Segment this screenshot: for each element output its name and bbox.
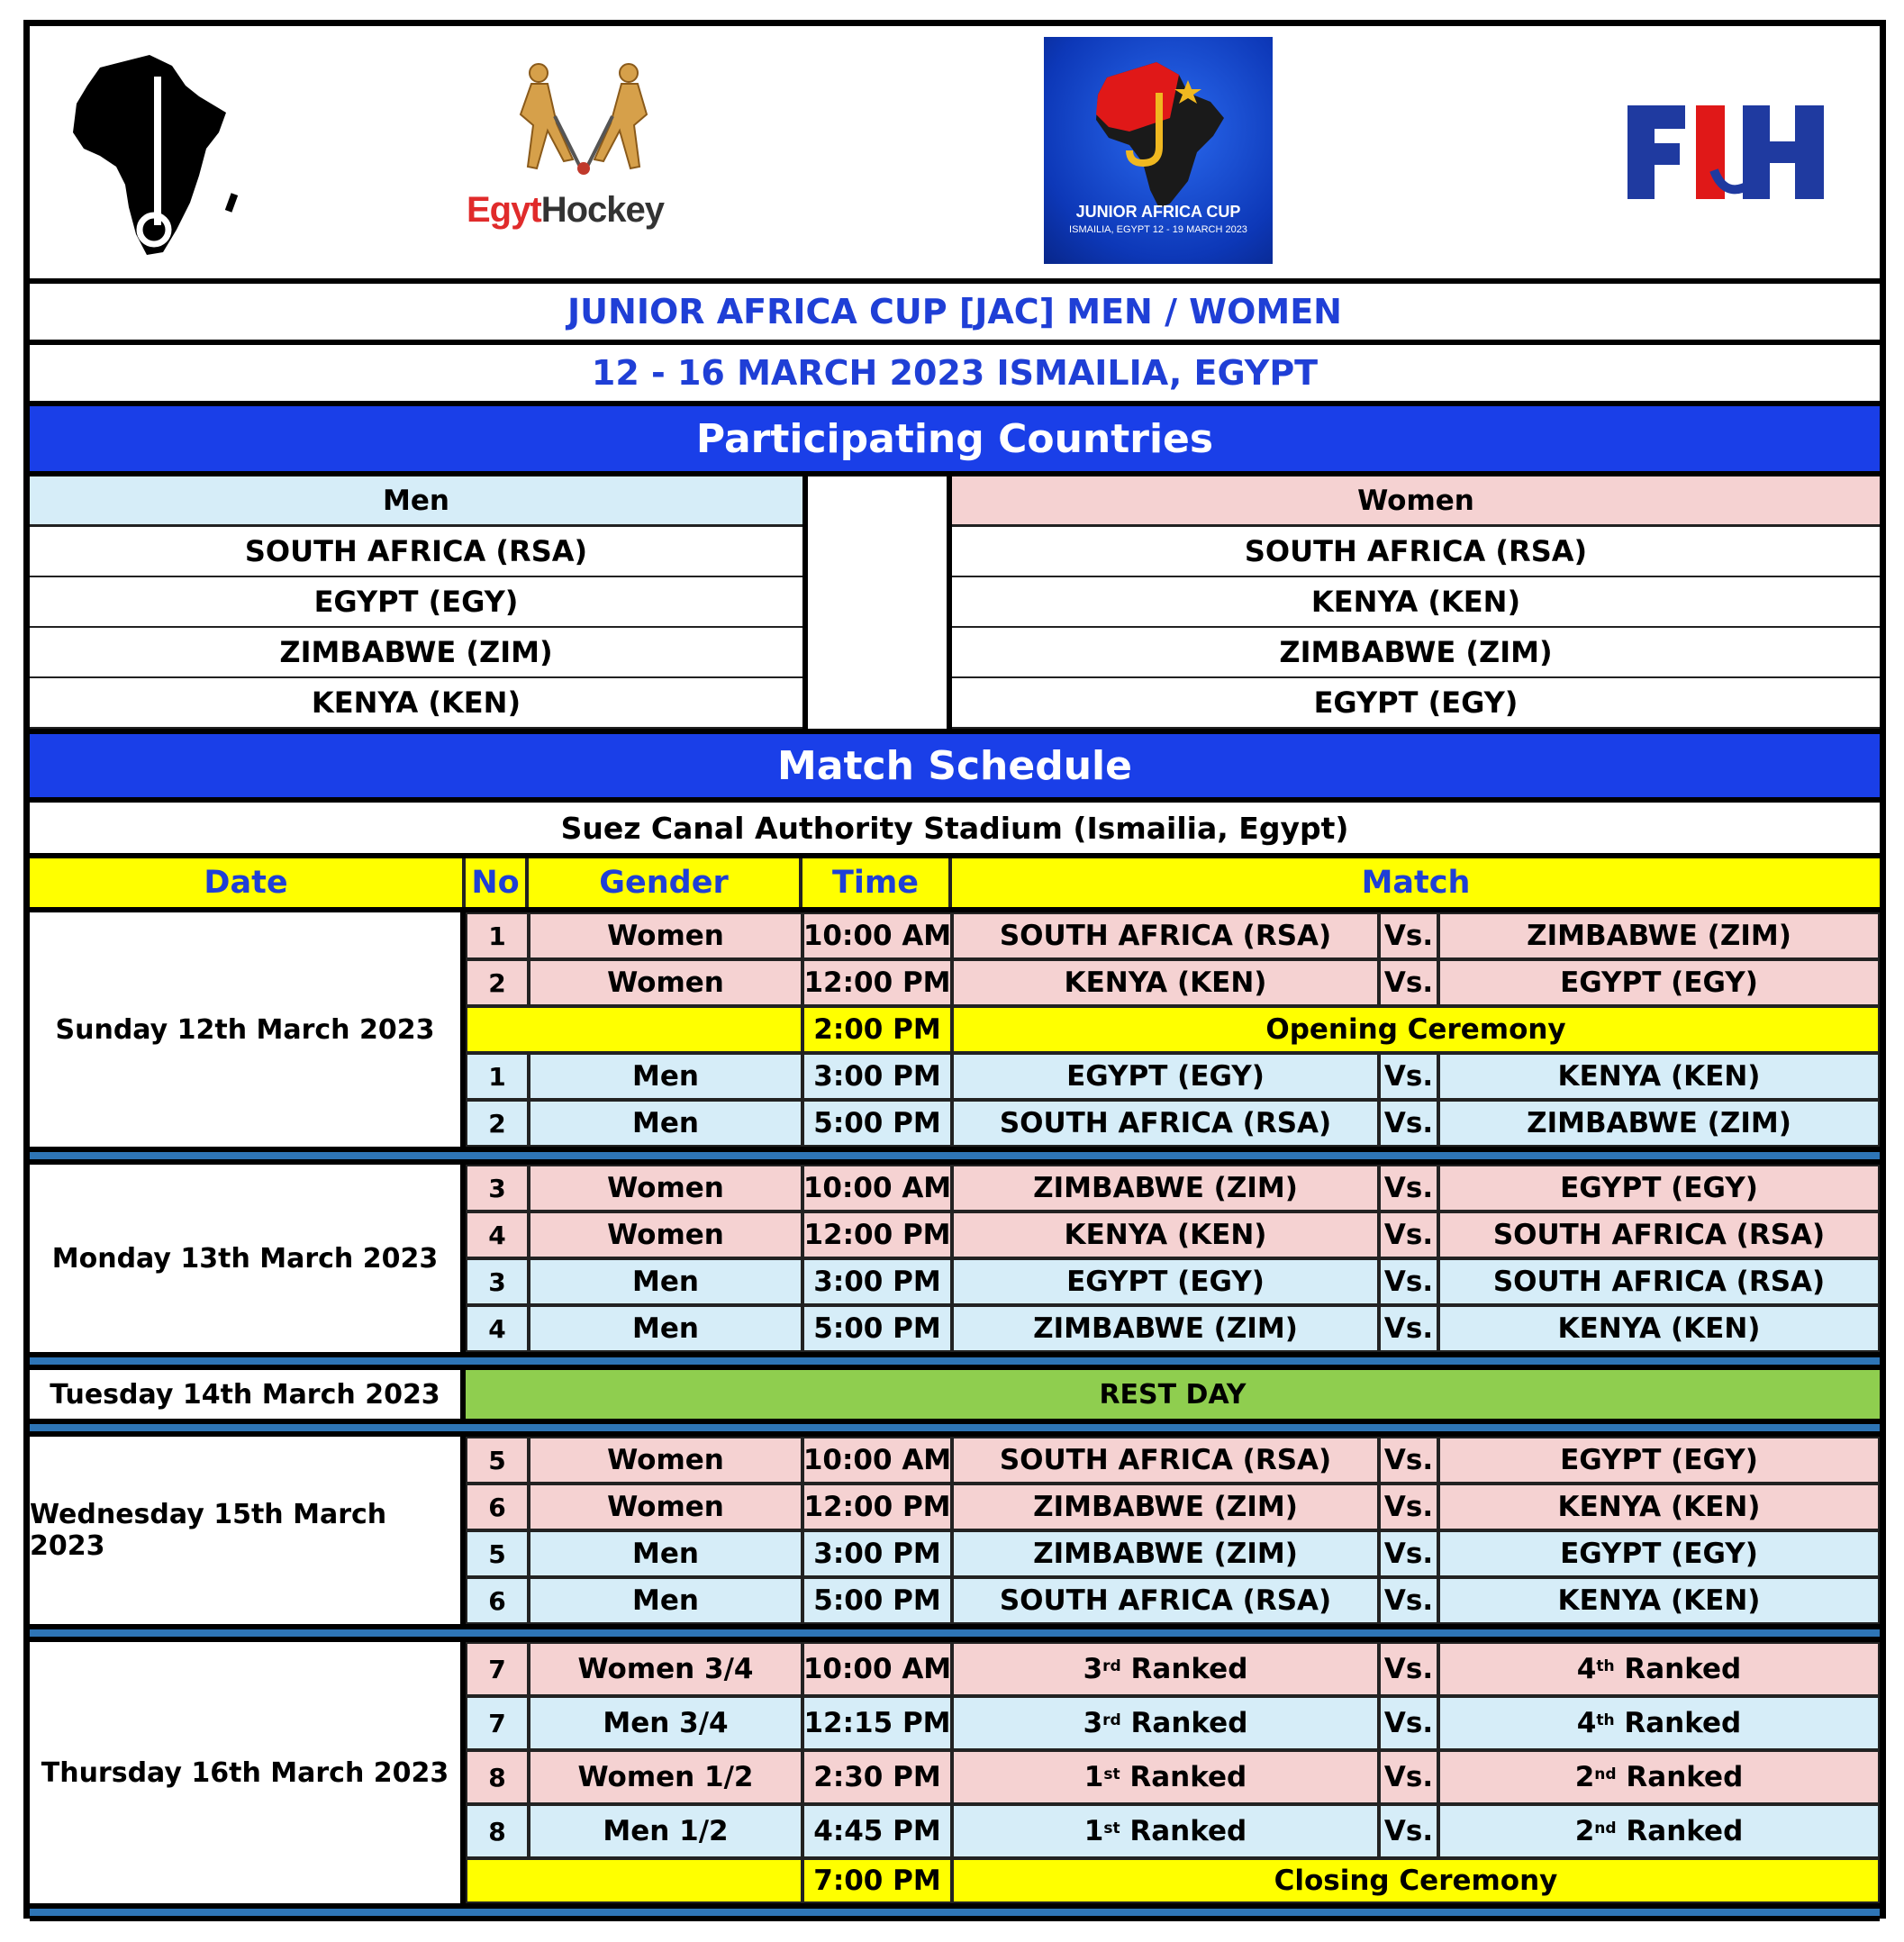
jac-logo-title: JUNIOR AFRICA CUP <box>1075 203 1241 221</box>
match-number: 7 <box>466 1696 529 1750</box>
participants-table <box>30 476 1880 729</box>
men-country: KENYA (KEN) <box>30 678 802 729</box>
day-separator <box>30 1147 1880 1165</box>
match-number: 5 <box>466 1437 529 1484</box>
home-team: 1 $^{st}$ Ranked <box>952 1750 1379 1804</box>
match-number: 5 <box>466 1530 529 1577</box>
african-hockey-logo <box>64 50 244 257</box>
match-gender: Men <box>529 1258 802 1305</box>
away-team: KENYA (KEN) <box>1438 1305 1880 1352</box>
jac-event-logo <box>1044 37 1273 264</box>
women-column-header: Women <box>952 476 1880 527</box>
rank-word: Ranked <box>1120 1707 1248 1739</box>
match-number: 1 <box>466 1053 529 1100</box>
match-gender: Men 1/2 <box>529 1804 802 1858</box>
day-separator <box>30 1352 1880 1370</box>
men-country: SOUTH AFRICA (RSA) <box>30 527 802 577</box>
away-team: EGYPT (EGY) <box>1438 1165 1880 1211</box>
women-country: KENYA (KEN) <box>952 577 1880 628</box>
players-figure-icon <box>494 60 674 177</box>
match-number: 8 <box>466 1750 529 1804</box>
match-gender: Men <box>529 1577 802 1624</box>
vs-label: Vs. <box>1379 1305 1438 1352</box>
day-date-cell: Tuesday 14th March 2023 <box>30 1370 466 1419</box>
match-time: 12:00 PM <box>802 1484 952 1530</box>
men-column-header: Men <box>30 476 802 527</box>
match-time: 12:00 PM <box>802 1211 952 1258</box>
vs-label: Vs. <box>1379 1437 1438 1484</box>
away-team: KENYA (KEN) <box>1438 1484 1880 1530</box>
event-label: Closing Ceremony <box>952 1858 1880 1903</box>
match-time: 4:45 PM <box>802 1804 952 1858</box>
schedule-section-title: Match Schedule <box>30 734 1880 797</box>
match-gender: Women <box>529 1484 802 1530</box>
vs-label: Vs. <box>1379 1484 1438 1530</box>
rank-number: 1 <box>1083 1815 1104 1847</box>
match-gender: Men <box>529 1053 802 1100</box>
match-number: 2 <box>466 959 529 1006</box>
home-team: ZIMBABWE (ZIM) <box>952 1530 1379 1577</box>
rank-word: Ranked <box>1120 1815 1247 1847</box>
vs-label: Vs. <box>1379 1750 1438 1804</box>
match-time: 3:00 PM <box>802 1053 952 1100</box>
away-team: SOUTH AFRICA (RSA) <box>1438 1258 1880 1305</box>
men-country: ZIMBABWE (ZIM) <box>30 628 802 678</box>
match-gender: Women <box>529 912 802 959</box>
event-time: 2:00 PM <box>802 1006 952 1053</box>
match-time: 10:00 AM <box>802 1642 952 1696</box>
vs-label: Vs. <box>1379 1530 1438 1577</box>
match-number: 1 <box>466 912 529 959</box>
away-team: EGYPT (EGY) <box>1438 1530 1880 1577</box>
time-column-header: Time <box>802 858 952 907</box>
venue-label: Suez Canal Authority Stadium (Ismailia, Egypt) <box>560 810 1349 846</box>
home-team: EGYPT (EGY) <box>952 1258 1379 1305</box>
match-time: 3:00 PM <box>802 1258 952 1305</box>
vs-label: Vs. <box>1379 1577 1438 1624</box>
home-team: SOUTH AFRICA (RSA) <box>952 1577 1379 1624</box>
women-country: ZIMBABWE (ZIM) <box>952 628 1880 678</box>
schedule-column-headers <box>30 858 1880 907</box>
away-team: ZIMBABWE (ZIM) <box>1438 912 1880 959</box>
vs-label: Vs. <box>1379 1165 1438 1211</box>
day-date-cell: Sunday 12th March 2023 <box>30 912 466 1147</box>
vs-label: Vs. <box>1379 959 1438 1006</box>
day-separator <box>30 1624 1880 1642</box>
match-gender: Women <box>529 1211 802 1258</box>
match-number: 8 <box>466 1804 529 1858</box>
day-date-cell: Wednesday 15th March 2023 <box>30 1437 466 1624</box>
event-row-blank <box>466 1006 802 1053</box>
match-time: 12:00 PM <box>802 959 952 1006</box>
rank-word: Ranked <box>1616 1815 1744 1847</box>
home-team: 3 $^{rd}$ Ranked <box>952 1696 1379 1750</box>
jac-logo-subtitle: ISMAILIA, EGYPT 12 - 19 MARCH 2023 <box>1069 224 1247 235</box>
match-time: 5:00 PM <box>802 1305 952 1352</box>
rank-word: Ranked <box>1120 1761 1247 1793</box>
rank-word: Ranked <box>1120 1653 1248 1685</box>
match-gender: Men <box>529 1100 802 1147</box>
home-team: SOUTH AFRICA (RSA) <box>952 1100 1379 1147</box>
egypt-hockey-logo <box>467 60 701 250</box>
logo-bar <box>30 26 1880 278</box>
rank-number: 3 <box>1083 1653 1103 1685</box>
away-team: EGYPT (EGY) <box>1438 1437 1880 1484</box>
home-team: 1 $^{st}$ Ranked <box>952 1804 1379 1858</box>
rank-number: 2 <box>1574 1815 1595 1847</box>
match-time: 5:00 PM <box>802 1100 952 1147</box>
home-team: SOUTH AFRICA (RSA) <box>952 1437 1379 1484</box>
match-number: 3 <box>466 1258 529 1305</box>
match-number: 4 <box>466 1305 529 1352</box>
home-team: KENYA (KEN) <box>952 1211 1379 1258</box>
match-number: 6 <box>466 1484 529 1530</box>
home-team: 3 $^{rd}$ Ranked <box>952 1642 1379 1696</box>
rank-number: 4 <box>1576 1707 1597 1739</box>
match-time: 2:30 PM <box>802 1750 952 1804</box>
home-team: ZIMBABWE (ZIM) <box>952 1305 1379 1352</box>
match-gender: Women 3/4 <box>529 1642 802 1696</box>
day-separator <box>30 1419 1880 1437</box>
vs-label: Vs. <box>1379 1804 1438 1858</box>
vs-label: Vs. <box>1379 1258 1438 1305</box>
match-gender: Men <box>529 1305 802 1352</box>
rank-number: 1 <box>1083 1761 1104 1793</box>
away-team: KENYA (KEN) <box>1438 1577 1880 1624</box>
match-gender: Women <box>529 1165 802 1211</box>
match-gender: Men 3/4 <box>529 1696 802 1750</box>
match-gender: Men <box>529 1530 802 1577</box>
match-gender: Women <box>529 959 802 1006</box>
home-team: ZIMBABWE (ZIM) <box>952 1484 1379 1530</box>
match-time: 10:00 AM <box>802 912 952 959</box>
home-team: EGYPT (EGY) <box>952 1053 1379 1100</box>
egypt-hockey-wordmark: EgytHockey <box>467 190 664 230</box>
date-column-header: Date <box>30 858 466 907</box>
event-dates-location: 12 - 16 MARCH 2023 ISMAILIA, EGYPT <box>591 353 1319 393</box>
away-team: KENYA (KEN) <box>1438 1053 1880 1100</box>
women-country: EGYPT (EGY) <box>952 678 1880 729</box>
rest-day-label: REST DAY <box>466 1370 1880 1419</box>
vs-label: Vs. <box>1379 1642 1438 1696</box>
away-team: 2 $^{nd}$ Ranked <box>1438 1804 1880 1858</box>
away-team: EGYPT (EGY) <box>1438 959 1880 1006</box>
fih-logo <box>1624 98 1831 206</box>
match-time: 12:15 PM <box>802 1696 952 1750</box>
home-team: SOUTH AFRICA (RSA) <box>952 912 1379 959</box>
day-date-cell: Monday 13th March 2023 <box>30 1165 466 1352</box>
home-team: ZIMBABWE (ZIM) <box>952 1165 1379 1211</box>
event-label: Opening Ceremony <box>952 1006 1880 1053</box>
schedule-sheet <box>23 20 1886 1919</box>
rank-number: 4 <box>1576 1653 1597 1685</box>
event-row-blank <box>466 1858 802 1903</box>
day-separator <box>30 1903 1880 1921</box>
match-time: 5:00 PM <box>802 1577 952 1624</box>
no-column-header: No <box>466 858 529 907</box>
match-number: 6 <box>466 1577 529 1624</box>
match-column-header: Match <box>1361 865 1471 901</box>
vs-label: Vs. <box>1379 912 1438 959</box>
match-gender: Women 1/2 <box>529 1750 802 1804</box>
participants-section-title: Participating Countries <box>30 406 1880 471</box>
match-time: 3:00 PM <box>802 1530 952 1577</box>
away-team: 4 $^{th}$ Ranked <box>1438 1642 1880 1696</box>
away-team: 4 $^{th}$ Ranked <box>1438 1696 1880 1750</box>
rank-number: 2 <box>1574 1761 1595 1793</box>
away-team: SOUTH AFRICA (RSA) <box>1438 1211 1880 1258</box>
women-country: SOUTH AFRICA (RSA) <box>952 527 1880 577</box>
match-number: 3 <box>466 1165 529 1211</box>
match-gender: Women <box>529 1437 802 1484</box>
vs-label: Vs. <box>1379 1211 1438 1258</box>
match-time: 10:00 AM <box>802 1165 952 1211</box>
men-country: EGYPT (EGY) <box>30 577 802 628</box>
event-title: JUNIOR AFRICA CUP [JAC] MEN / WOMEN <box>567 292 1342 331</box>
match-time: 10:00 AM <box>802 1437 952 1484</box>
match-number: 7 <box>466 1642 529 1696</box>
away-team: 2 $^{nd}$ Ranked <box>1438 1750 1880 1804</box>
vs-label: Vs. <box>1379 1053 1438 1100</box>
rank-number: 3 <box>1083 1707 1103 1739</box>
event-time: 7:00 PM <box>802 1858 952 1903</box>
rank-word: Ranked <box>1616 1761 1744 1793</box>
vs-label: Vs. <box>1379 1100 1438 1147</box>
vs-label: Vs. <box>1379 1696 1438 1750</box>
day-date-cell: Thursday 16th March 2023 <box>30 1642 466 1903</box>
home-team: KENYA (KEN) <box>952 959 1379 1006</box>
rank-word: Ranked <box>1614 1707 1742 1739</box>
match-number: 4 <box>466 1211 529 1258</box>
match-number: 2 <box>466 1100 529 1147</box>
away-team: ZIMBABWE (ZIM) <box>1438 1100 1880 1147</box>
rank-word: Ranked <box>1614 1653 1742 1685</box>
gender-column-header: Gender <box>529 858 802 907</box>
